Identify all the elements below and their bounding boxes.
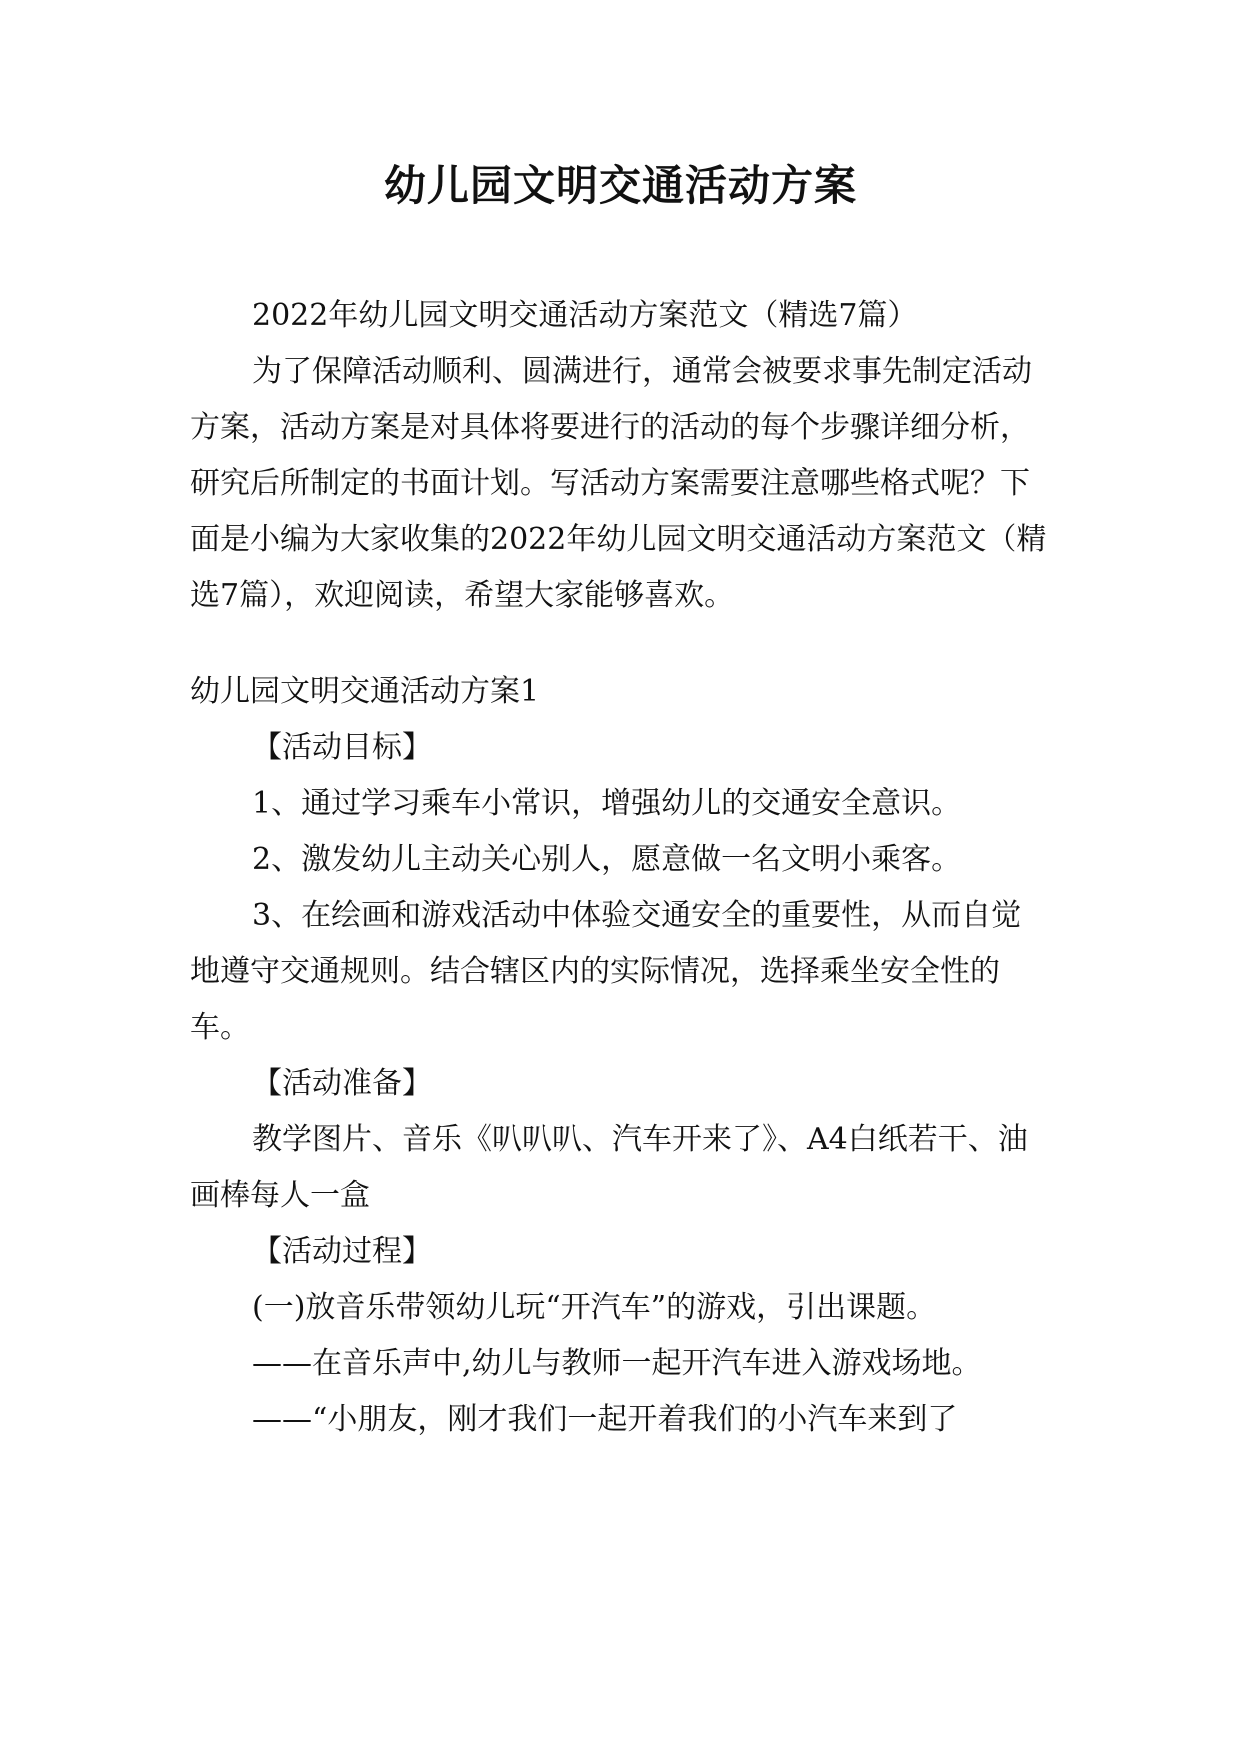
document-body	[190, 288, 1050, 1448]
goal-item-3: 3、在绘画和游戏活动中体验交通安全的重要性，从而自觉地遵守交通规则。结合辖区内的实际情况，选择乘坐安全性的车。	[190, 898, 1022, 1045]
process-step-2: ——在音乐声中,幼儿与教师一起开汽车进入游戏场地。	[252, 1346, 982, 1381]
intro-paragraph: 为了保障活动顺利、圆满进行，通常会被要求事先制定活动方案，活动方案是对具体将要进行的活动的每个步骤详细分析，研究后所制定的书面计划。写活动方案需要注意哪些格式呢？下面是小编为大家收集的2022年幼儿园文明交通活动方案范文（精选7篇），欢迎阅读，希望大家能够喜欢。	[190, 354, 1047, 613]
prep-text: 教学图片、音乐《叭叭叭、汽车开来了》、A4白纸若干、油画棒每人一盒	[190, 1122, 1028, 1213]
subtitle: 2022年幼儿园文明交通活动方案范文（精选7篇）	[252, 298, 918, 333]
process-step-1: (一)放音乐带领幼儿玩“开汽车”的游戏，引出课题。	[252, 1290, 937, 1325]
process-heading: 【活动过程】	[252, 1234, 432, 1269]
goal-item-1: 1、通过学习乘车小常识，增强幼儿的交通安全意识。	[252, 786, 962, 821]
page-title: 幼儿园文明交通活动方案	[383, 161, 857, 210]
process-step-3: ——“小朋友，刚才我们一起开着我们的小汽车来到了	[252, 1402, 958, 1437]
prep-heading: 【活动准备】	[252, 1066, 432, 1101]
spacer	[190, 624, 1050, 664]
section-heading: 幼儿园文明交通活动方案1	[190, 674, 540, 709]
goal-heading: 【活动目标】	[252, 730, 432, 765]
goal-item-2: 2、激发幼儿主动关心别人，愿意做一名文明小乘客。	[252, 842, 962, 877]
